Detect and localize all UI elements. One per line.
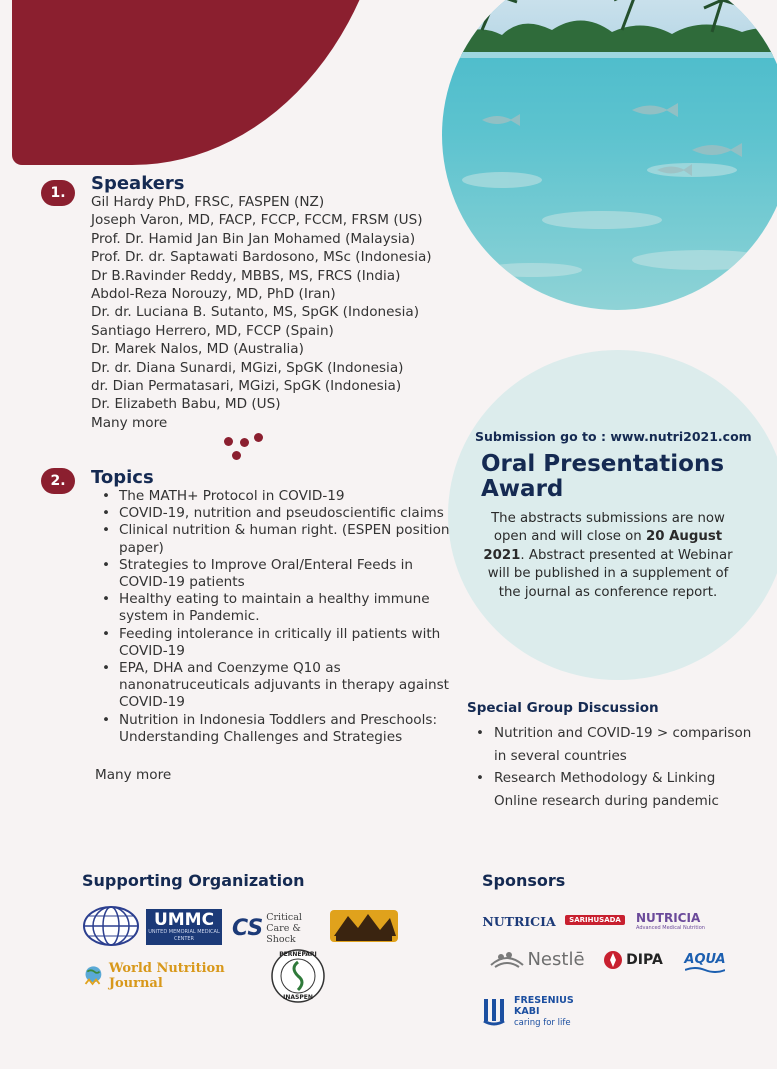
sgd-list [476, 722, 756, 812]
speakers-list [91, 193, 432, 432]
award-title: Oral Presentations Award [481, 451, 725, 502]
nutricia-text: NUTRICIA [482, 913, 556, 929]
speaker-item: Santiago Herrero, MD, FCCP (Spain) [91, 322, 334, 339]
world-nutrition-journal-logo [82, 962, 262, 990]
topic-item: • COVID-19, nutrition and pseudoscientific claims [100, 505, 460, 522]
speakers-heading: Speakers [91, 173, 185, 194]
speaker-item: dr. Dian Permatasari, MGizi, SpGK (Indonesia) [91, 378, 402, 395]
nestle-text: Nestlē [527, 948, 585, 970]
topic-item: • The MATH+ Protocol in COVID-19 [100, 488, 460, 505]
fresenius-mark-icon [482, 997, 508, 1027]
nutricia-amn-logo [636, 906, 714, 936]
nutricia-amn-text: NUTRICIA [636, 911, 701, 925]
ccs-mark-icon: CS [232, 915, 264, 941]
fresenius-tagline: caring for life [514, 1017, 571, 1028]
topic-item: • Feeding intolerance in critically ill patients with COVID-19 [100, 626, 460, 660]
award-description [478, 510, 738, 602]
topics-heading: Topics [91, 467, 154, 488]
fresenius-text: FRESENIUS [514, 994, 574, 1006]
award-text-part: . Abstract presented at Webinar will be published in a supplement of the journal as conference report. [487, 547, 733, 600]
pernepari-text: PERNEPARI [279, 951, 317, 958]
topic-item: • Clinical nutrition & human right. (ESPEN position paper) [100, 522, 460, 556]
sgd-item: • Research Methodology & Linking Online research during pandemic [476, 767, 756, 812]
topic-item: • Strategies to Improve Oral/Enteral Feeds in COVID-19 patients [100, 557, 460, 591]
speaker-item: Gil Hardy PhD, FRSC, FASPEN (NZ) [91, 194, 325, 210]
nutricia-logo [482, 910, 556, 932]
speaker-item: Joseph Varon, MD, FACP, FCCP, FCCM, FRSM (US) [91, 212, 423, 229]
nestle-nest-icon [487, 945, 527, 973]
ccs-line1: Critical [266, 911, 302, 923]
submission-link-text[interactable]: Submission go to : www.nutri2021.com [475, 429, 752, 444]
ummc-logo-text: UMMC [153, 910, 215, 930]
ccs-line2: Care & Shock [266, 922, 301, 945]
inaspen-text: INASPEN [283, 994, 313, 1001]
topics-list [100, 488, 460, 746]
mountain-association-logo [328, 908, 400, 944]
aqua-wave-icon [685, 967, 725, 973]
topic-item: • Healthy eating to maintain a healthy immune system in Pandemic. [100, 591, 460, 625]
pernepari-inaspen-logo [270, 948, 326, 1004]
wnj-text: World Nutrition Journal [108, 961, 225, 991]
kabi-text: KABI [514, 1005, 540, 1017]
ummc-logo-subtext: UNITED MEMORIAL MEDICAL CENTER [148, 929, 220, 942]
speaker-item: Prof. Dr. Hamid Jan Bin Jan Mohamed (Malaysia) [91, 230, 416, 247]
dipa-mark-icon [603, 950, 623, 970]
speaker-item: Dr. Marek Nalos, MD (Australia) [91, 341, 304, 358]
topic-item: • Nutrition in Indonesia Toddlers and Preschools: Understanding Challenges and Strategies [100, 712, 460, 746]
speaker-item: Prof. Dr. dr. Saptawati Bardosono, MSc (Indonesia) [91, 249, 432, 266]
supporting-heading: Supporting Organization [82, 871, 305, 890]
award-text-part: The abstracts submissions are now open and will close on [491, 511, 725, 545]
sarihusada-logo [558, 902, 632, 938]
speaker-item: Dr B.Ravinder Reddy, MBBS, MS, FRCS (India) [91, 267, 401, 284]
speaker-item: Dr. dr. Luciana B. Sutanto, MS, SpGK (Indonesia) [91, 304, 420, 321]
aqua-text: AQUA [684, 951, 726, 967]
topics-more: Many more [95, 767, 172, 783]
dipa-logo [594, 946, 672, 974]
ummc-logo [146, 909, 222, 945]
sarihusada-text: SARIHUSADA [565, 915, 625, 925]
sgd-heading: Special Group Discussion [467, 700, 659, 716]
speaker-item: Abdol-Reza Norouzy, MD, PhD (Iran) [91, 286, 336, 303]
speaker-item: Many more [91, 414, 168, 431]
dipa-text: DIPA [626, 952, 663, 968]
sponsors-heading: Sponsors [482, 871, 566, 890]
speaker-item: Dr. Elizabeth Babu, MD (US) [91, 396, 281, 413]
topic-item: • EPA, DHA and Coenzyme Q10 as nanonatruceuticals adjuvants in therapy against COVID-19 [100, 660, 460, 712]
award-deadline: 20 August 2021 [483, 529, 723, 563]
nestle-logo [482, 944, 590, 974]
topics-number-badge: 2. [41, 468, 75, 494]
critical-care-shock-logo [232, 912, 324, 944]
nutricia-amn-subtext: Advanced Medical Nutrition [636, 925, 705, 931]
speaker-item: Dr. dr. Diana Sunardi, MGizi, SpGK (Indonesia) [91, 359, 404, 376]
top-decorative-shape [12, 0, 392, 165]
aqua-logo [680, 946, 730, 978]
fresenius-kabi-logo [482, 990, 592, 1034]
globe-logo [82, 905, 140, 947]
tropical-sea-photo [442, 0, 777, 310]
wnj-globe-icon [82, 963, 105, 989]
sgd-item: • Nutrition and COVID-19 > comparison in several countries [476, 722, 756, 767]
speakers-number-badge: 1. [41, 180, 75, 206]
